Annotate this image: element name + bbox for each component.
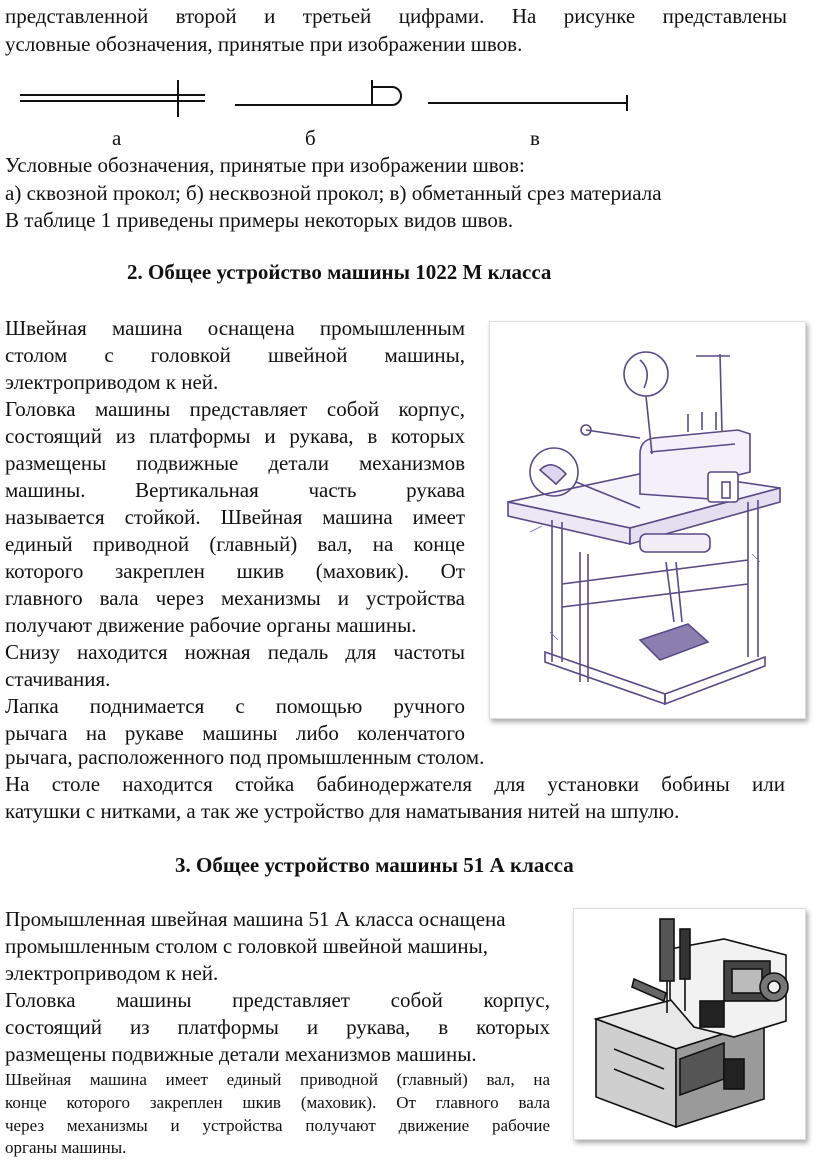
paragraph-line: Лапка поднимается с помощью ручного bbox=[5, 694, 465, 718]
paragraph-line: состоящий из платформы и рукава, в которых bbox=[5, 424, 465, 448]
symbol-label-b: б bbox=[305, 126, 316, 150]
symbol-a-through-puncture bbox=[20, 80, 205, 117]
paragraph-line: единый приводной (главный) вал, на конце bbox=[5, 532, 465, 556]
paragraph-line: Снизу находится ножная педаль для частоты bbox=[5, 640, 465, 664]
caption-line: а) сквозной прокол; б) несквозной прокол; в) обметанный срез материала bbox=[5, 181, 662, 205]
paragraph-line: рычага, расположенного под промышленным столом. bbox=[5, 745, 485, 769]
paragraph-line: катушки с нитками, а так же устройство для наматывания нитей на шпулю. bbox=[5, 799, 680, 823]
seam-symbols-figure bbox=[0, 75, 816, 125]
paragraph-line-small: Швейная машина имеет единый приводной (главный) вал, на bbox=[5, 1070, 550, 1089]
paragraph-line: стачивания. bbox=[5, 667, 111, 691]
paragraph-line: промышленным столом с головкой швейной машины, bbox=[5, 934, 489, 958]
sewing-machine-51a-figure bbox=[573, 908, 806, 1140]
paragraph-line: размещены подвижные детали механизмов машины. bbox=[5, 1042, 477, 1066]
sewing-machine-1022m-figure bbox=[489, 321, 806, 719]
section-heading: 2. Общее устройство машины 1022 М класса bbox=[127, 260, 552, 284]
paragraph-line: Головка машины представляет собой корпус, bbox=[5, 397, 465, 421]
symbol-b-blind-puncture bbox=[235, 80, 401, 105]
paragraph-line: называется стойкой. Швейная машина имеет bbox=[5, 505, 465, 529]
paragraph-line-small: органы машины. bbox=[5, 1138, 127, 1157]
caption-line: В таблице 1 приведены примеры некоторых видов швов. bbox=[5, 208, 514, 232]
section-heading: 3. Общее устройство машины 51 А класса bbox=[175, 853, 574, 877]
symbol-label-a: а bbox=[112, 126, 122, 150]
caption-line: Условные обозначения, принятые при изображении швов: bbox=[5, 153, 525, 177]
paragraph-line: Промышленная швейная машина 51 А класса оснащена bbox=[5, 907, 506, 931]
paragraph-line-small: через механизмы и устройства получают движение рабочие bbox=[5, 1116, 550, 1135]
overlock-machine-illustration bbox=[574, 909, 805, 1139]
symbol-label-c: в bbox=[530, 126, 540, 150]
paragraph-line: На столе находится стойка бабинодержателя для установки бобины или bbox=[5, 772, 785, 796]
paragraph-line: Головка машины представляет собой корпус, bbox=[5, 988, 550, 1012]
paragraph-line: столом с головкой швейной машины, bbox=[5, 343, 465, 367]
paragraph-line: машины. Вертикальная часть рукава bbox=[5, 478, 465, 502]
paragraph-line: электроприводом к ней. bbox=[5, 370, 219, 394]
paragraph-line: получают движение рабочие органы машины. bbox=[5, 613, 417, 637]
symbol-c-overcast-edge bbox=[428, 95, 627, 111]
paragraph-line: электроприводом к ней. bbox=[5, 961, 219, 985]
paragraph-line: главного вала через механизмы и устройства bbox=[5, 586, 465, 610]
paragraph-line: состоящий из платформы и рукава, в которых bbox=[5, 1015, 550, 1039]
paragraph-line: размещены подвижные детали механизмов bbox=[5, 451, 465, 475]
paragraph-line-small: конце которого закреплен шкив (маховик). От главного вала bbox=[5, 1093, 550, 1112]
sewing-machine-table-illustration bbox=[490, 322, 805, 718]
paragraph-line: которого закреплен шкив (маховик). От bbox=[5, 559, 465, 583]
paragraph-line: Швейная машина оснащена промышленным bbox=[5, 316, 465, 340]
paragraph-line: рычага на рукаве машины либо коленчатого bbox=[5, 721, 465, 745]
paragraph-line: условные обозначения, принятые при изображении швов. bbox=[5, 32, 523, 56]
paragraph-line: представленной второй и третьей цифрами. На рисунке представлены bbox=[5, 4, 787, 28]
